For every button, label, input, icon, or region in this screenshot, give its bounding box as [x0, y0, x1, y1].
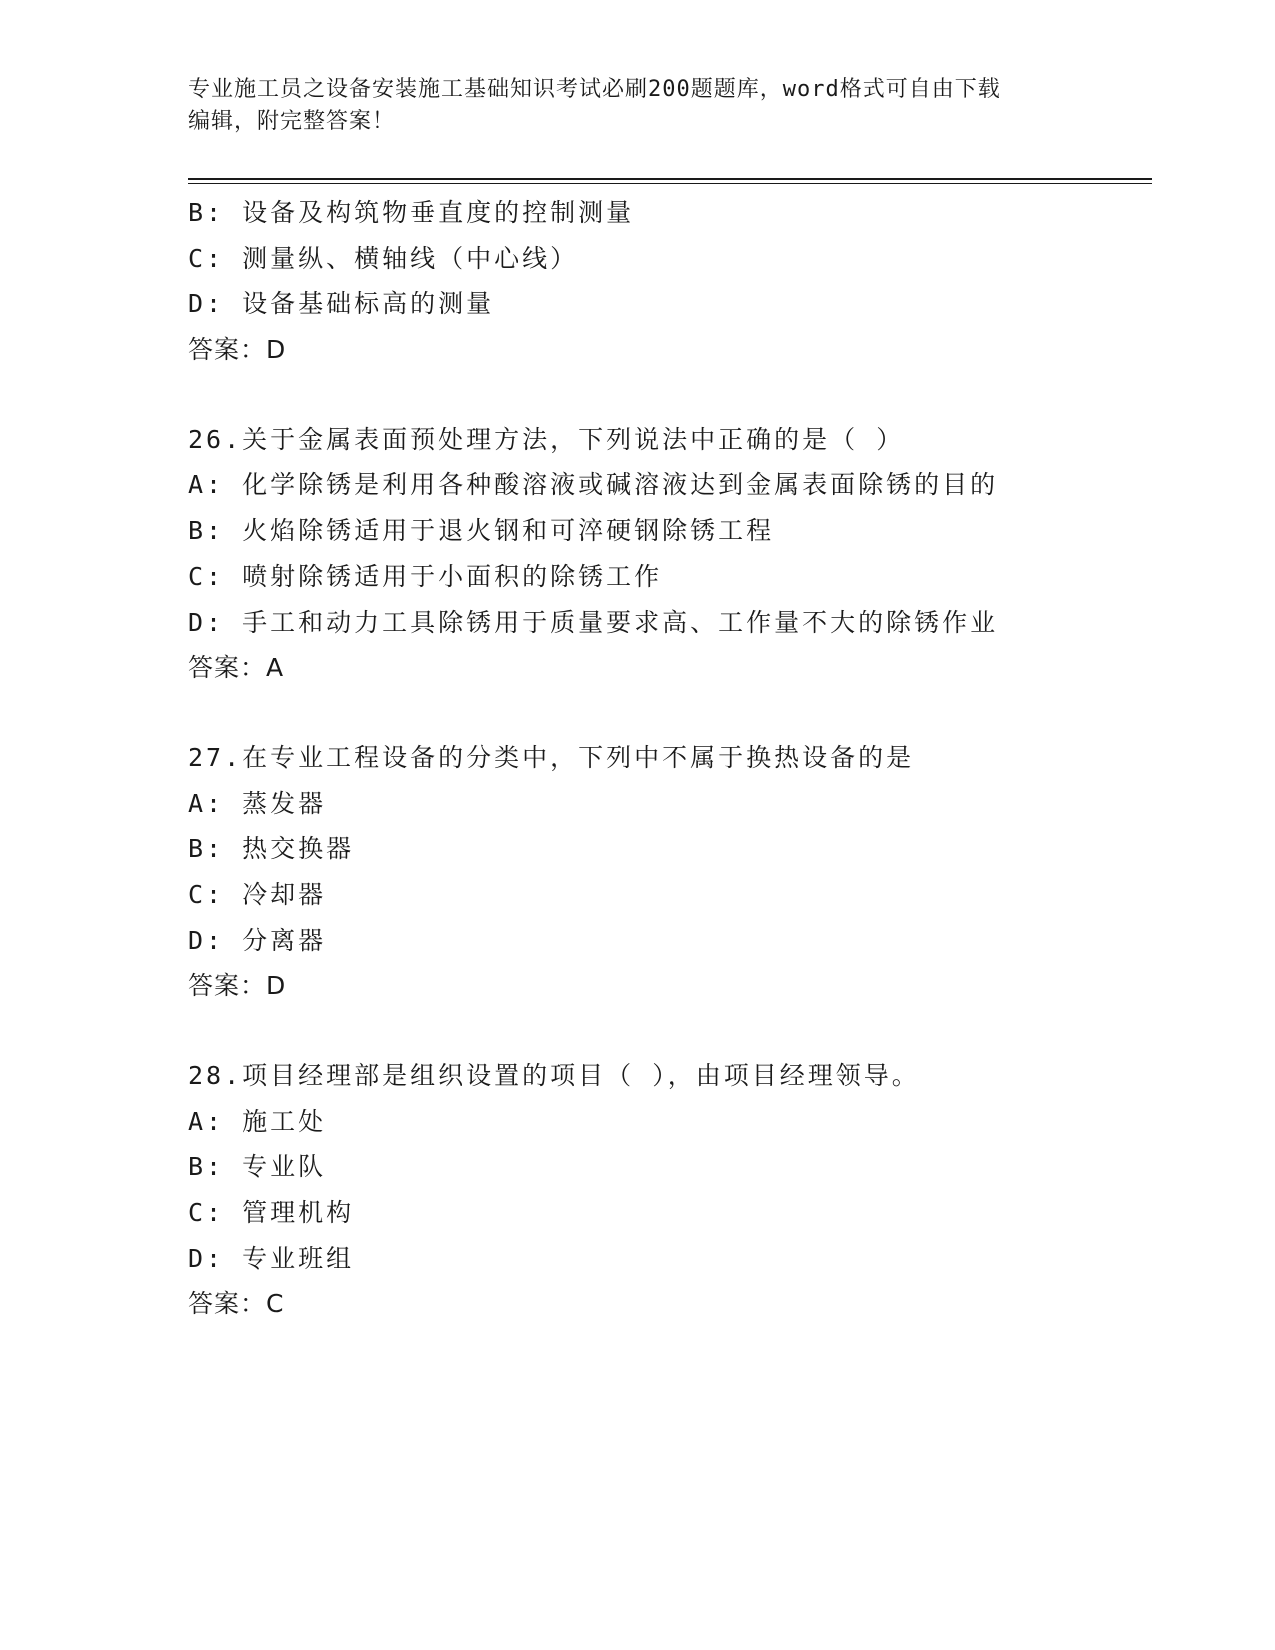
- answer-line: 答案：C: [188, 1289, 285, 1319]
- answer-line: 答案：D: [188, 971, 287, 1001]
- question-stem: 26.关于金属表面预处理方法，下列说法中正确的是（ ）: [188, 424, 905, 454]
- question-block-continued: [188, 190, 1148, 373]
- spacer: [188, 373, 1148, 417]
- answer-line: 答案：D: [188, 335, 287, 365]
- question-stem: 28.项目经理部是组织设置的项目（ ），由项目经理领导。: [188, 1061, 920, 1090]
- option-c: C: 测量纵、横轴线（中心线）: [188, 243, 579, 273]
- option-d: D: 设备基础标高的测量: [188, 289, 495, 319]
- header-divider-thin: [188, 183, 1152, 184]
- option-b: B: 热交换器: [188, 834, 355, 864]
- question-block-28: [188, 1053, 1148, 1327]
- option-d: D: 专业班组: [188, 1243, 355, 1273]
- option-c: C: 管理机构: [188, 1198, 355, 1228]
- option-a: A: 施工处: [188, 1106, 327, 1136]
- header-divider-thick: [188, 178, 1152, 180]
- header-title-line-2: 编辑，附完整答案！: [188, 109, 396, 134]
- option-d: D: 手工和动力工具除锈用于质量要求高、工作量不大的除锈作业: [188, 607, 999, 637]
- question-block-26: [188, 417, 1148, 691]
- option-c: C: 喷射除锈适用于小面积的除锈工作: [188, 561, 663, 591]
- question-stem: 27.在专业工程设备的分类中，下列中不属于换热设备的是: [188, 742, 915, 772]
- option-a: A: 化学除锈是利用各种酸溶液或碱溶液达到金属表面除锈的目的: [188, 470, 999, 500]
- spacer: [188, 691, 1148, 735]
- option-c: C: 冷却器: [188, 879, 327, 909]
- option-a: A: 蒸发器: [188, 788, 327, 818]
- header-title-line-1: 专业施工员之设备安装施工基础知识考试必刷200题题库，word格式可自由下载: [188, 77, 1001, 102]
- document-header: [188, 74, 1088, 138]
- option-b: B: 专业队: [188, 1152, 327, 1182]
- option-d: D: 分离器: [188, 925, 327, 955]
- option-b: B: 设备及构筑物垂直度的控制测量: [188, 198, 635, 227]
- question-block-27: [188, 735, 1148, 1009]
- option-b: B: 火焰除锈适用于退火钢和可淬硬钢除锈工程: [188, 516, 775, 546]
- spacer: [188, 1009, 1148, 1053]
- answer-line: 答案：A: [188, 653, 285, 683]
- question-list: [188, 190, 1148, 1327]
